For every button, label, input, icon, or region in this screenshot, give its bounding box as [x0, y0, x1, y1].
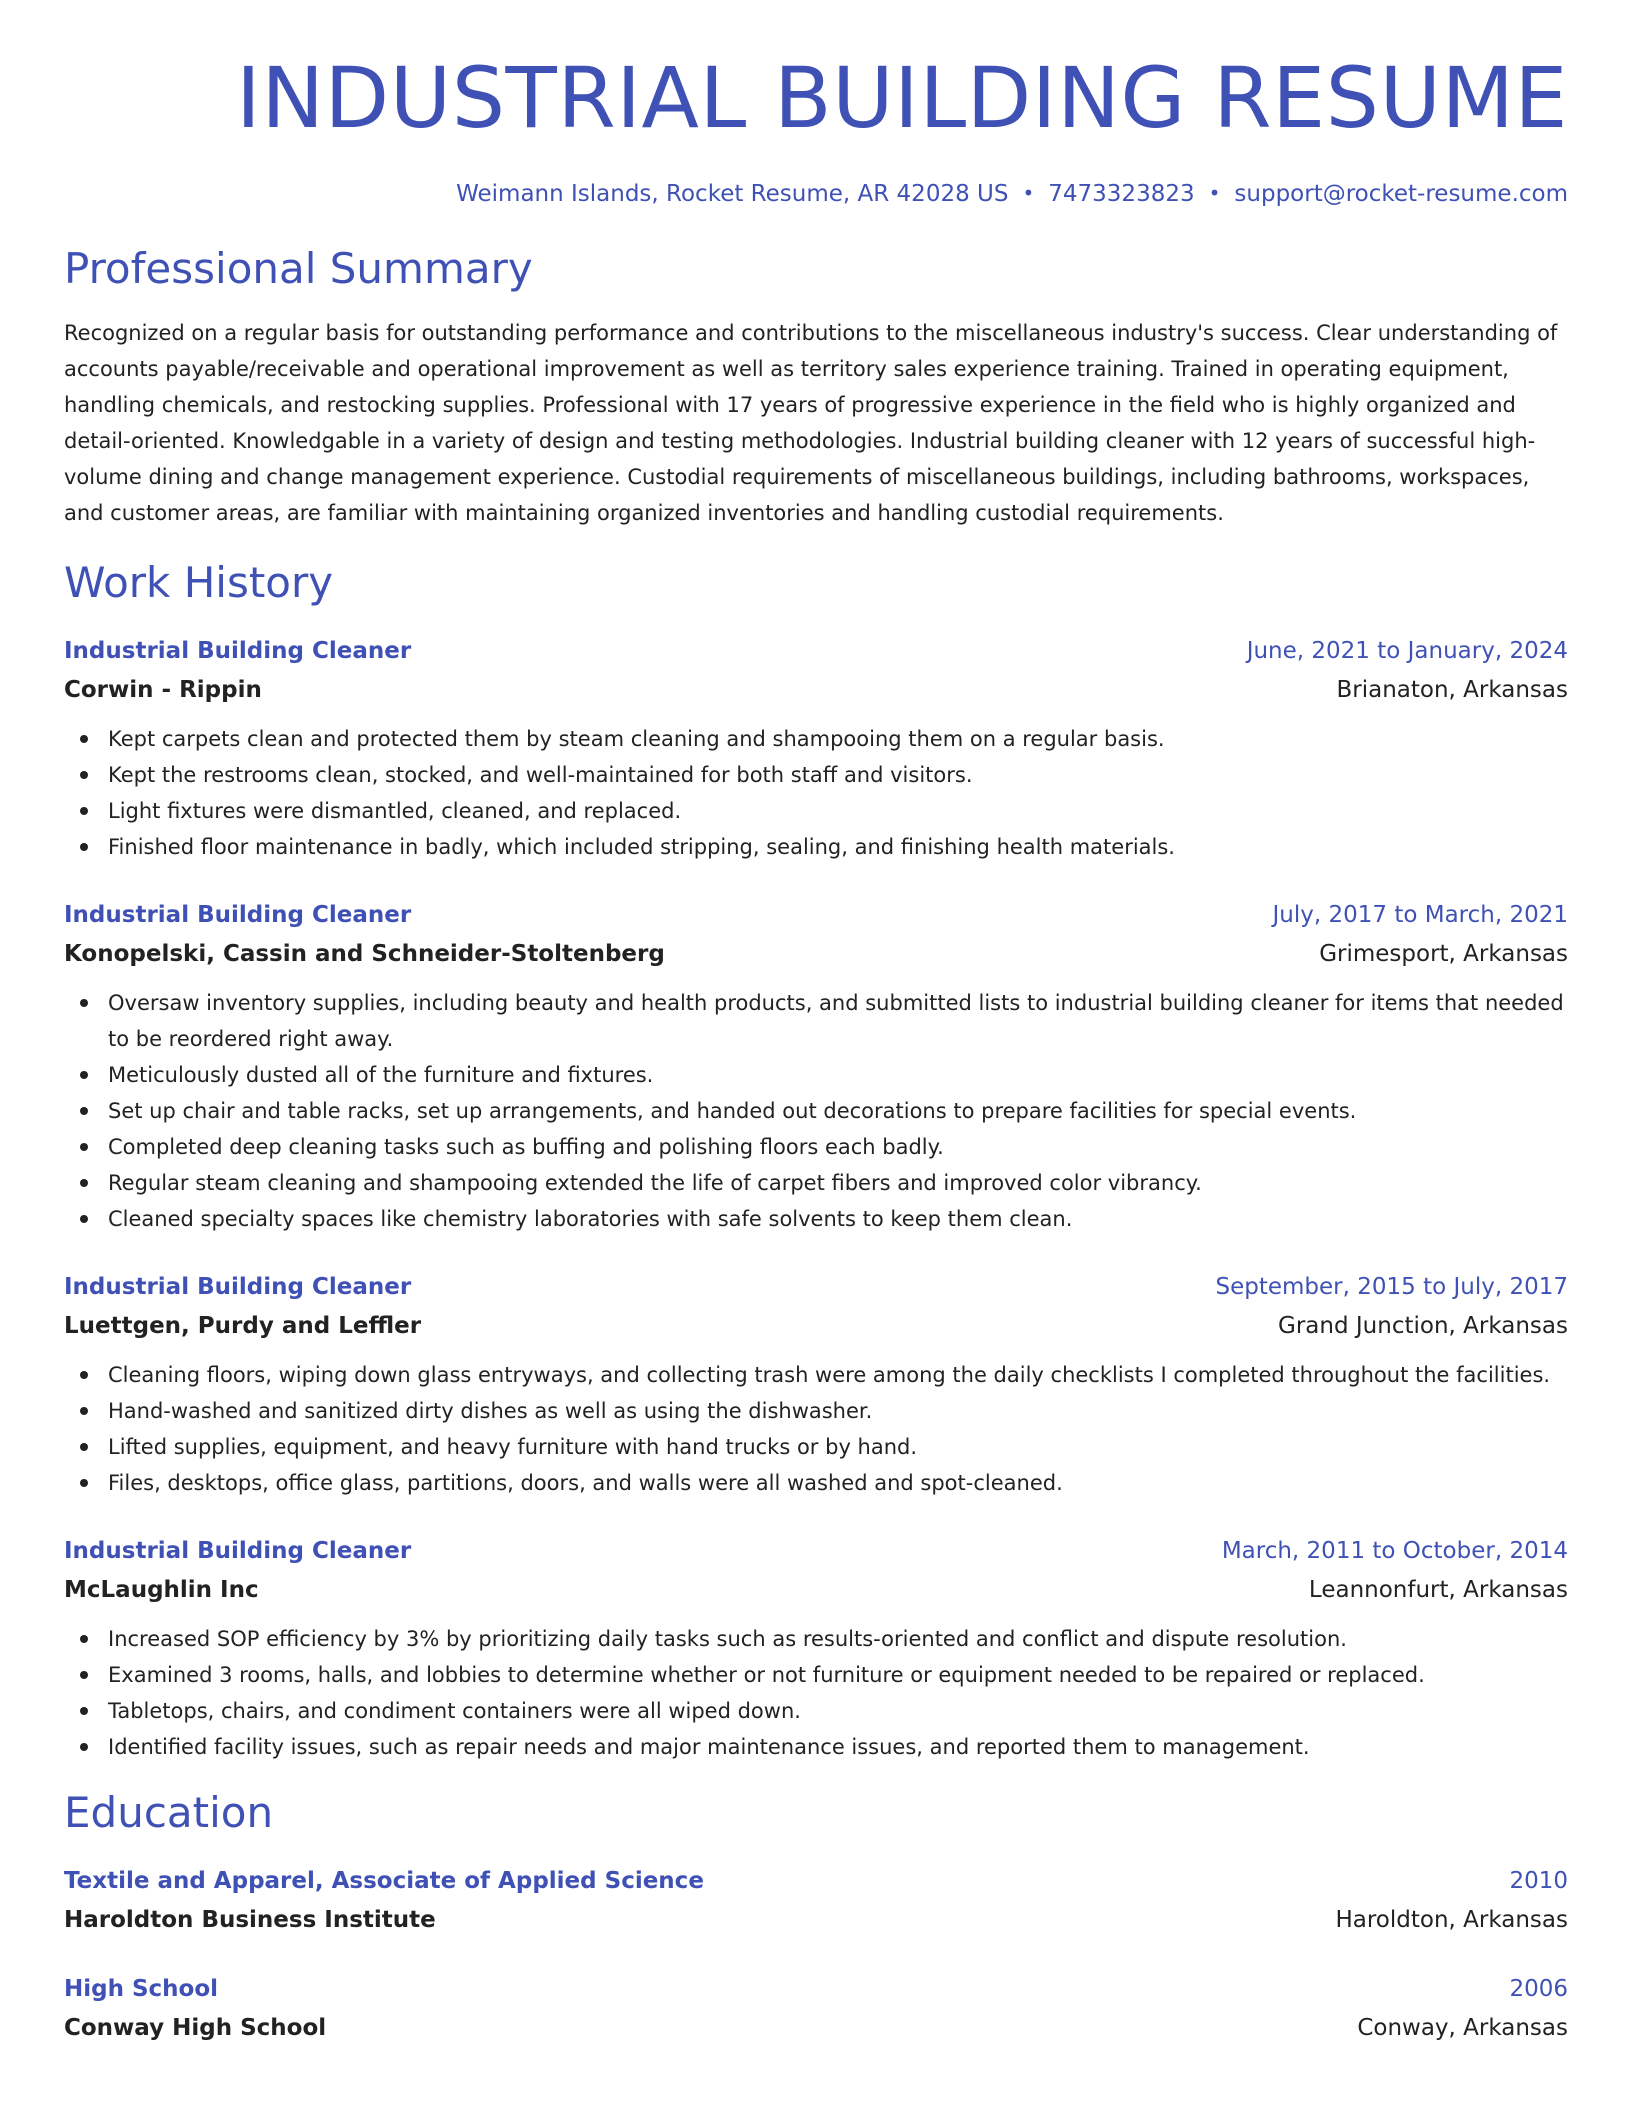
job-company: McLaughlin Inc	[64, 1577, 259, 1603]
job-company-row	[64, 1571, 1568, 1609]
job-entry	[64, 1531, 1568, 1765]
job-header-row	[64, 1531, 1568, 1571]
contact-line	[64, 176, 1568, 211]
job-company-row	[64, 1307, 1568, 1345]
job-company: Corwin - Rippin	[64, 677, 262, 703]
job-company: Konopelski, Cassin and Schneider-Stoltenberg	[64, 941, 665, 967]
section-title-work-history: Work History	[64, 558, 334, 607]
job-entry	[64, 895, 1568, 1237]
job-bullets	[64, 721, 1568, 865]
education-school: Haroldton Business Institute	[64, 1907, 436, 1933]
education-degree: High School	[64, 1976, 219, 2002]
education-year: 2006	[1509, 1976, 1568, 2002]
job-entry	[64, 631, 1568, 865]
education-header-row	[64, 1861, 1568, 1901]
job-bullets	[64, 1621, 1568, 1765]
education-section	[64, 1785, 1568, 2047]
job-title: Industrial Building Cleaner	[64, 638, 412, 664]
job-dates: June, 2021 to January, 2024	[1246, 638, 1568, 664]
job-header-row	[64, 895, 1568, 935]
job-title: Industrial Building Cleaner	[64, 902, 412, 928]
job-bullets	[64, 1357, 1568, 1501]
education-location: Conway, Arkansas	[1357, 2015, 1568, 2041]
job-bullet: Meticulously dusted all of the furniture and fixtures.	[64, 1057, 1568, 1093]
contact-email[interactable]: support@rocket-resume.com	[1234, 181, 1568, 207]
job-location: Leannonfurt, Arkansas	[1308, 1577, 1568, 1603]
contact-address: Weimann Islands, Rocket Resume, AR 42028 US	[456, 181, 1009, 207]
work-history-section	[64, 555, 1568, 1765]
job-bullets	[64, 985, 1568, 1237]
job-bullet: Light fixtures were dismantled, cleaned, and replaced.	[64, 793, 1568, 829]
education-school: Conway High School	[64, 2015, 327, 2041]
education-school-row	[64, 1901, 1568, 1939]
section-title-education: Education	[64, 1788, 274, 1837]
job-dates: September, 2015 to July, 2017	[1215, 1274, 1568, 1300]
job-location: Brianaton, Arkansas	[1336, 677, 1568, 703]
job-header-row	[64, 631, 1568, 671]
job-bullet: Identified facility issues, such as repair needs and major maintenance issues, and reported them to management.	[64, 1729, 1568, 1765]
contact-separator: •	[1208, 181, 1221, 205]
professional-summary-section	[64, 241, 1568, 531]
job-title: Industrial Building Cleaner	[64, 1538, 412, 1564]
job-company: Luettgen, Purdy and Leffler	[64, 1313, 422, 1339]
job-location: Grand Junction, Arkansas	[1278, 1313, 1568, 1339]
education-entry	[64, 1861, 1568, 1939]
contact-separator: •	[1022, 181, 1035, 205]
job-bullet: Lifted supplies, equipment, and heavy furniture with hand trucks or by hand.	[64, 1429, 1568, 1465]
job-bullet: Completed deep cleaning tasks such as buffing and polishing floors each badly.	[64, 1129, 1568, 1165]
job-bullet: Cleaning floors, wiping down glass entryways, and collecting trash were among the daily checklists I completed throughout the facilities.	[64, 1357, 1568, 1393]
resume-title: INDUSTRIAL BUILDING RESUME	[235, 49, 1568, 147]
education-year: 2010	[1509, 1868, 1568, 1894]
resume-header	[64, 0, 1568, 211]
job-bullet: Regular steam cleaning and shampooing extended the life of carpet fibers and improved color vibrancy.	[64, 1165, 1568, 1201]
section-title-summary: Professional Summary	[64, 244, 533, 293]
job-dates: July, 2017 to March, 2021	[1272, 902, 1568, 928]
education-school-row	[64, 2009, 1568, 2047]
job-entry	[64, 1267, 1568, 1501]
job-title: Industrial Building Cleaner	[64, 1274, 412, 1300]
job-bullet: Examined 3 rooms, halls, and lobbies to determine whether or not furniture or equipment needed to be repaired or replaced.	[64, 1657, 1568, 1693]
job-company-row	[64, 935, 1568, 973]
education-entry	[64, 1969, 1568, 2047]
job-bullet: Finished floor maintenance in badly, which included stripping, sealing, and finishing health materials.	[64, 829, 1568, 865]
job-bullet: Kept carpets clean and protected them by steam cleaning and shampooing them on a regular basis.	[64, 721, 1568, 757]
job-dates: March, 2011 to October, 2014	[1221, 1538, 1568, 1564]
education-degree: Textile and Apparel, Associate of Applied Science	[64, 1868, 704, 1894]
job-bullet: Set up chair and table racks, set up arrangements, and handed out decorations to prepare facilities for special events.	[64, 1093, 1568, 1129]
job-location: Grimesport, Arkansas	[1319, 941, 1568, 967]
job-header-row	[64, 1267, 1568, 1307]
job-bullet: Increased SOP efficiency by 3% by prioritizing daily tasks such as results-oriented and conflict and dispute resolution.	[64, 1621, 1568, 1657]
job-bullet: Cleaned specialty spaces like chemistry laboratories with safe solvents to keep them clean.	[64, 1201, 1568, 1237]
job-bullet: Files, desktops, office glass, partitions, doors, and walls were all washed and spot-cleaned.	[64, 1465, 1568, 1501]
job-bullet: Hand-washed and sanitized dirty dishes as well as using the dishwasher.	[64, 1393, 1568, 1429]
job-bullet: Tabletops, chairs, and condiment containers were all wiped down.	[64, 1693, 1568, 1729]
job-bullet: Kept the restrooms clean, stocked, and well-maintained for both staff and visitors.	[64, 757, 1568, 793]
summary-text: Recognized on a regular basis for outstanding performance and contributions to the miscellaneous industry's success. Clear understanding of accounts payable/receivable and operational improvement as well as territory sales experience training. Trained in operating equipment, handling chemicals, and restocking supplies. Professional with 17 years of progressive experience in the field who is highly organized and detail-oriented. Knowledgable in a variety of design and testing methodologies. Industrial building cleaner with 12 years of successful high-volume dining and change management experience. Custodial requirements of miscellaneous buildings, including bathrooms, workspaces, and customer areas, are familiar with maintaining organized inventories and handling custodial requirements.	[64, 321, 1558, 525]
education-location: Haroldton, Arkansas	[1335, 1907, 1568, 1933]
job-company-row	[64, 671, 1568, 709]
education-header-row	[64, 1969, 1568, 2009]
contact-phone[interactable]: 7473323823	[1048, 181, 1195, 207]
job-bullet: Oversaw inventory supplies, including beauty and health products, and submitted lists to industrial building cleaner for items that needed to be reordered right away.	[64, 985, 1568, 1057]
